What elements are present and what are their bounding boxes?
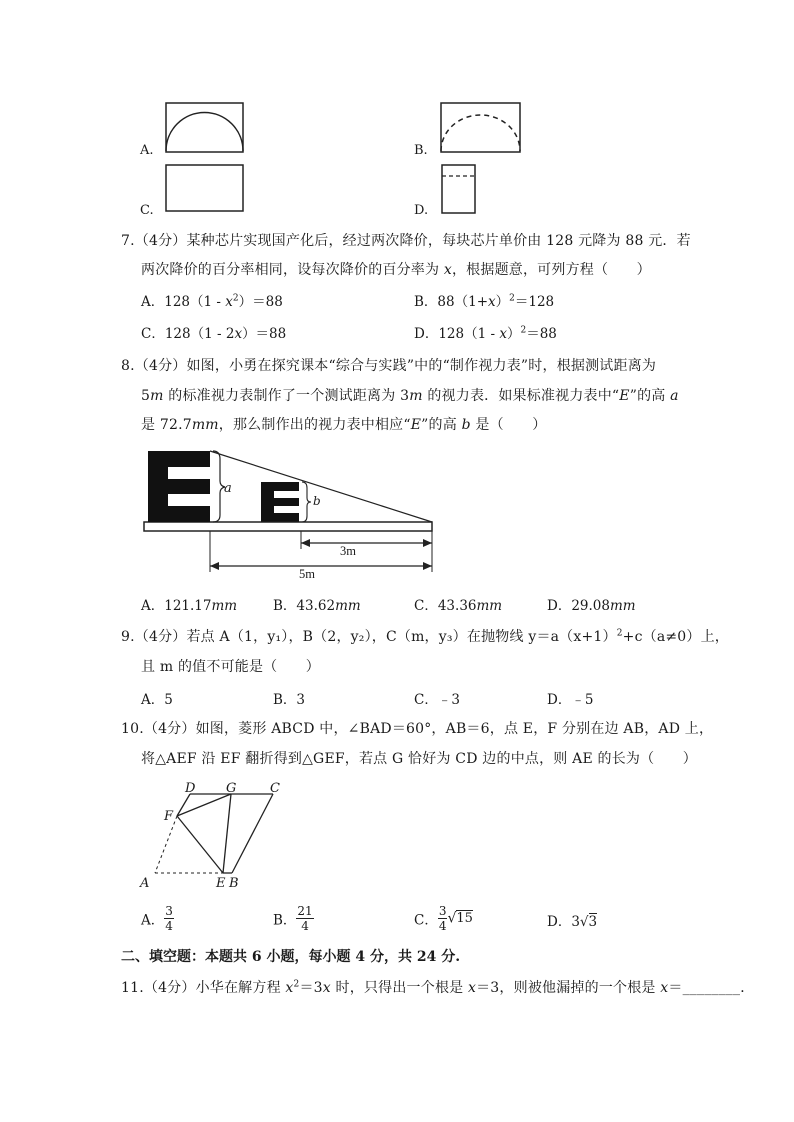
- q10-point-b: B: [229, 876, 239, 891]
- q11-stem: 11.（4分）小华在解方程 $x^2=3x$ 时，只得出一个根是 x＝3，则被他漏掉的一个根是 x＝________．: [121, 979, 755, 996]
- q8-dim-3m: 3m: [340, 544, 356, 558]
- q10-point-a: A: [140, 876, 150, 891]
- q10-point-d: D: [185, 781, 196, 796]
- q10-option-d: D．3√3: [547, 914, 598, 930]
- q10-option-b: B． $\frac{21}{4}$: [273, 904, 313, 933]
- q7-stem-line1: 7.（4分）某种芯片实现国产化后，经过两次降价，每块芯片单价由 128 元降为 88 元．若: [121, 233, 691, 249]
- q10-stem-line2: 将△AEF 沿 EF 翻折得到△GEF，若点 G 恰好为 CD 边的中点，则 AE 的长为（ ）: [141, 751, 697, 767]
- q6-option-b-figure: [440, 102, 522, 154]
- q9-option-c: C．﹣3: [414, 692, 460, 708]
- section-2-heading: 二、填空题：本题共 6 小题，每小题 4 分，共 24 分.: [121, 949, 461, 965]
- q8-option-c: C．43.36mm: [414, 598, 503, 614]
- q9-option-b: B．3: [273, 692, 306, 708]
- q9-stem-line2: 且 m 的值不可能是（ ）: [141, 659, 320, 675]
- q9-option-a: A．5: [141, 692, 173, 708]
- q8-stem-line2: 5m 的标准视力表制作了一个测试距离为 3m 的视力表．如果标准视力表中“E”的高 a: [141, 388, 679, 404]
- q8-label-a: a: [224, 481, 232, 496]
- q10-option-c: C． $\frac{3}{4}$ √15: [414, 904, 473, 933]
- q10-option-a: A． $\frac{3}{4}$: [141, 904, 173, 933]
- q10-point-f: F: [164, 809, 174, 824]
- q10-point-e: E: [216, 876, 226, 891]
- q7-option-a: A．$128(1 - x^2)=88$: [141, 293, 283, 310]
- q8-dim-5m: 5m: [299, 567, 315, 581]
- q8-label-b: b: [313, 494, 321, 508]
- q6-option-c-figure: [165, 164, 245, 214]
- q8-stem-line3: 是 72.7mm，那么制作出的视力表中相应“E”的高 b 是（ ）: [141, 417, 547, 433]
- q7-option-d: D．128（1 - x）$^2$＝88: [414, 325, 557, 342]
- q6-option-b-label: B.: [414, 143, 428, 158]
- q6-option-c-label: C.: [140, 203, 154, 218]
- q6-option-d-label: D.: [414, 203, 429, 218]
- q10-point-g: G: [226, 781, 237, 796]
- q9-option-d: D．﹣5: [547, 692, 594, 708]
- q7-stem-line2: 两次降价的百分率相同，设每次降价的百分率为 x，根据题意，可列方程（ ）: [141, 262, 651, 278]
- q8-stem-line1: 8.（4分）如图，小勇在探究课本“综合与实践”中的“制作视力表”时，根据测试距离为: [121, 358, 657, 374]
- q9-stem-line1: 9.（4分）若点 A（1，y₁），B（2，y₂），C（m，y₃）在抛物线 $y=a(x+1)^2+c(a\ne 0)$上，: [121, 628, 730, 645]
- q8-eye-chart-figure: [140, 445, 440, 585]
- q10-point-c: C: [270, 781, 280, 796]
- q6-option-d-figure: [441, 164, 477, 216]
- q6-option-a-label: A.: [140, 143, 154, 158]
- q8-option-a: A．121.17mm: [141, 598, 238, 614]
- q7-option-c: C．128（1 - 2x）＝88: [141, 326, 287, 342]
- q10-stem-line1: 10.（4分）如图，菱形 ABCD 中，∠BAD＝60°，AB＝6，点 E，F 分别在边 AB，AD 上，: [121, 721, 714, 737]
- q7-option-b: B．$88(1+x)^2=128$: [414, 293, 555, 310]
- q8-option-d: D．29.08mm: [547, 598, 636, 614]
- q6-option-a-figure: [165, 102, 245, 154]
- q8-option-b: B．43.62mm: [273, 598, 361, 614]
